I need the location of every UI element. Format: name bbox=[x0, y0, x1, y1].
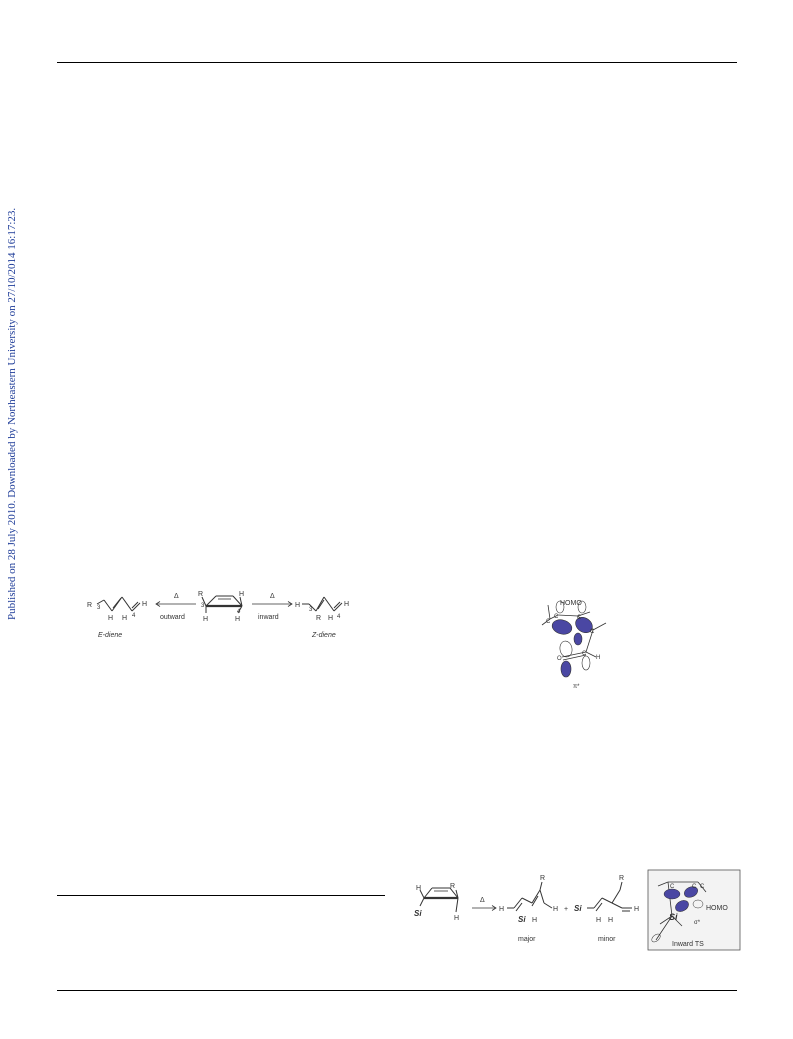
z-diene-r: R bbox=[316, 615, 322, 622]
orbital-skeleton bbox=[542, 605, 606, 660]
pi-star-label: π* bbox=[573, 684, 580, 690]
cyclobutene-h1: H bbox=[203, 616, 209, 623]
z-diene-c3: 3 bbox=[309, 607, 313, 613]
e-diene-c3: 3 bbox=[97, 605, 101, 611]
e-diene-structure bbox=[97, 597, 140, 611]
e-diene-r: R bbox=[87, 602, 93, 609]
z-diene-h3: H bbox=[344, 601, 350, 608]
scheme2-delta: Δ bbox=[480, 897, 485, 904]
e-diene-h1: H bbox=[108, 615, 114, 622]
orbital-c1: C bbox=[546, 619, 551, 625]
download-notice: Published on 28 July 2010. Downloaded by Northeastern University on 27/10/2014 16:17:23. bbox=[6, 207, 18, 620]
ts-c3: C bbox=[700, 884, 705, 890]
minor-r: R bbox=[619, 875, 625, 882]
plus-sign: + bbox=[564, 906, 569, 913]
ts-c2: C bbox=[692, 884, 697, 890]
z-diene-h1: H bbox=[295, 602, 301, 609]
scheme-ring-opening bbox=[80, 585, 380, 645]
orbital-h: H bbox=[596, 655, 601, 661]
homo-label: HOMO bbox=[560, 600, 582, 607]
ts-si: Si bbox=[669, 912, 678, 922]
ts-homo: HOMO bbox=[706, 905, 728, 912]
minor-label: minor bbox=[598, 936, 616, 943]
orbital-c3: C bbox=[577, 615, 582, 621]
cyclobutene-h2: H bbox=[239, 591, 245, 598]
silyl-si: Si bbox=[414, 909, 422, 918]
inward-ts-caption: Inward TS bbox=[672, 941, 704, 948]
cyclobutene-r: R bbox=[198, 591, 204, 598]
silyl-cyclobutene bbox=[420, 888, 458, 912]
arrow-outward bbox=[156, 602, 196, 607]
arrow-inward-delta: Δ bbox=[270, 593, 275, 600]
top-rule bbox=[57, 62, 737, 63]
cyclobutene-c3: 3 bbox=[201, 603, 205, 609]
bottom-rule bbox=[57, 990, 737, 991]
ts-sigma-star: σ* bbox=[694, 920, 701, 926]
e-diene-h2: H bbox=[122, 615, 128, 622]
minor-si: Si bbox=[574, 904, 582, 913]
z-diene-structure bbox=[302, 597, 342, 611]
scheme-silyl-opening bbox=[410, 868, 755, 953]
e-diene-label: E-diene bbox=[98, 632, 123, 639]
major-h2: H bbox=[532, 917, 538, 924]
major-label: major bbox=[518, 936, 536, 943]
major-product bbox=[507, 882, 552, 911]
e-diene-h3: H bbox=[142, 601, 148, 608]
minor-h3: H bbox=[634, 906, 640, 913]
arrow-outward-label: outward bbox=[160, 614, 185, 621]
silyl-h2: H bbox=[454, 915, 460, 922]
orbital-interaction-figure bbox=[530, 597, 620, 692]
cyclobutene-h3: H bbox=[235, 616, 241, 623]
silyl-r: R bbox=[450, 883, 456, 890]
scheme2-arrow bbox=[472, 906, 496, 911]
ts-c1: C bbox=[670, 884, 675, 890]
major-h1: H bbox=[499, 906, 505, 913]
arrow-inward bbox=[252, 602, 292, 607]
z-diene-c4: 4 bbox=[337, 614, 341, 620]
z-diene-label: Z-diene bbox=[312, 632, 336, 639]
orbital-o: O bbox=[557, 656, 562, 662]
silyl-h1: H bbox=[416, 885, 422, 892]
footnote-rule bbox=[57, 895, 385, 896]
cyclobutene-c4: 4 bbox=[237, 609, 241, 615]
major-h3: H bbox=[553, 906, 559, 913]
orbital-c2: C bbox=[554, 614, 559, 620]
orbital-c4: C bbox=[590, 629, 595, 635]
minor-h1: H bbox=[596, 917, 602, 924]
e-diene-c4: 4 bbox=[132, 613, 136, 619]
major-si: Si bbox=[518, 915, 526, 924]
minor-product bbox=[587, 882, 632, 911]
arrow-outward-delta: Δ bbox=[174, 593, 179, 600]
orbital-c5: C bbox=[582, 651, 587, 657]
cyclobutene-structure bbox=[202, 596, 242, 613]
arrow-inward-label: inward bbox=[258, 614, 279, 621]
z-diene-h2: H bbox=[328, 615, 334, 622]
major-r: R bbox=[540, 875, 546, 882]
minor-h2: H bbox=[608, 917, 614, 924]
